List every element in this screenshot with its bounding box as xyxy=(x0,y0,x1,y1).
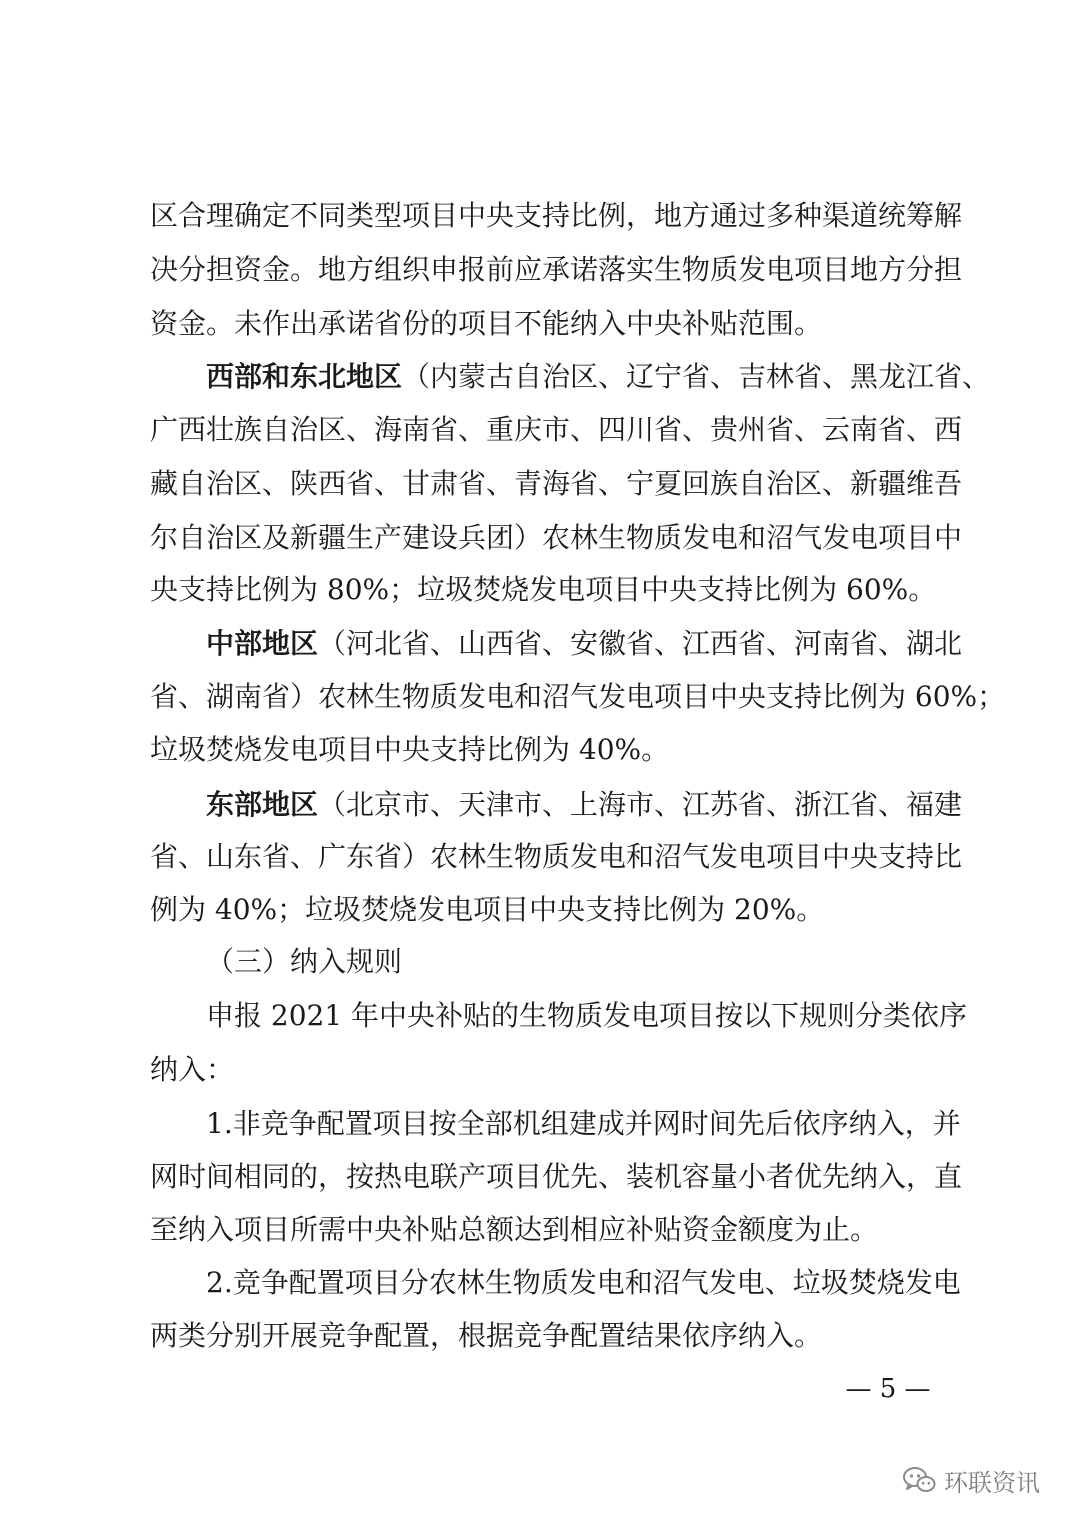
paragraph-line: 纳入： xyxy=(150,1053,235,1086)
paragraph-line: 2.竞争配置项目分农林生物质发电和沼气发电、垃圾焚烧发电 xyxy=(206,1266,961,1299)
paragraph-line: 省、湖南省）农林生物质发电和沼气发电项目中央支持比例为 60%； xyxy=(150,680,1006,713)
paragraph-line: 区合理确定不同类型项目中央支持比例，地方通过多种渠道统筹解 xyxy=(150,199,963,232)
watermark xyxy=(902,1460,1040,1500)
paragraph-line: 广西壮族自治区、海南省、重庆市、四川省、贵州省、云南省、西 xyxy=(150,413,963,446)
region-heading-west-northeast: 西部和东北地区 xyxy=(206,360,403,393)
paragraph-line: 网时间相同的，按热电联产项目优先、装机容量小者优先纳入，直 xyxy=(150,1160,963,1193)
paragraph-line: 资金。未作出承诺省份的项目不能纳入中央补贴范围。 xyxy=(150,307,823,340)
region-heading-central: 中部地区 xyxy=(206,627,319,660)
paragraph-line: 尔自治区及新疆生产建设兵团）农林生物质发电和沼气发电项目中 xyxy=(150,521,963,554)
paragraph-line: 决分担资金。地方组织申报前应承诺落实生物质发电项目地方分担 xyxy=(150,253,963,286)
paragraph-line: 垃圾焚烧发电项目中央支持比例为 40%。 xyxy=(150,733,670,766)
paragraph-line: 例为 40%；垃圾焚烧发电项目中央支持比例为 20%。 xyxy=(150,893,825,926)
section-heading: （三）纳入规则 xyxy=(206,945,403,978)
paragraph-line: 省、山东省、广东省）农林生物质发电和沼气发电项目中央支持比 xyxy=(150,840,963,873)
paragraph-line: 申报 2021 年中央补贴的生物质发电项目按以下规则分类依序 xyxy=(206,999,968,1032)
paragraph-line: 东部地区（北京市、天津市、上海市、江苏省、浙江省、福建 xyxy=(206,788,963,821)
paragraph-line: 至纳入项目所需中央补贴总额达到相应补贴资金额度为止。 xyxy=(150,1213,879,1246)
paragraph-line: 两类分别开展竞争配置，根据竞争配置结果依序纳入。 xyxy=(150,1319,823,1352)
paragraph-line: 1.非竞争配置项目按全部机组建成并网时间先后依序纳入，并 xyxy=(206,1107,961,1140)
region-heading-east: 东部地区 xyxy=(206,788,319,821)
wechat-icon xyxy=(902,1466,936,1494)
paragraph-line: 央支持比例为 80%；垃圾焚烧发电项目中央支持比例为 60%。 xyxy=(150,573,937,606)
watermark-label: 环联资讯 xyxy=(944,1468,1040,1497)
paragraph-line: 中部地区（河北省、山西省、安徽省、江西省、河南省、湖北 xyxy=(206,627,963,660)
paragraph-line: 藏自治区、陕西省、甘肃省、青海省、宁夏回族自治区、新疆维吾 xyxy=(150,467,963,500)
paragraph-line: 西部和东北地区（内蒙古自治区、辽宁省、吉林省、黑龙江省、 xyxy=(206,360,991,393)
page-number: — 5 — xyxy=(845,1374,931,1404)
